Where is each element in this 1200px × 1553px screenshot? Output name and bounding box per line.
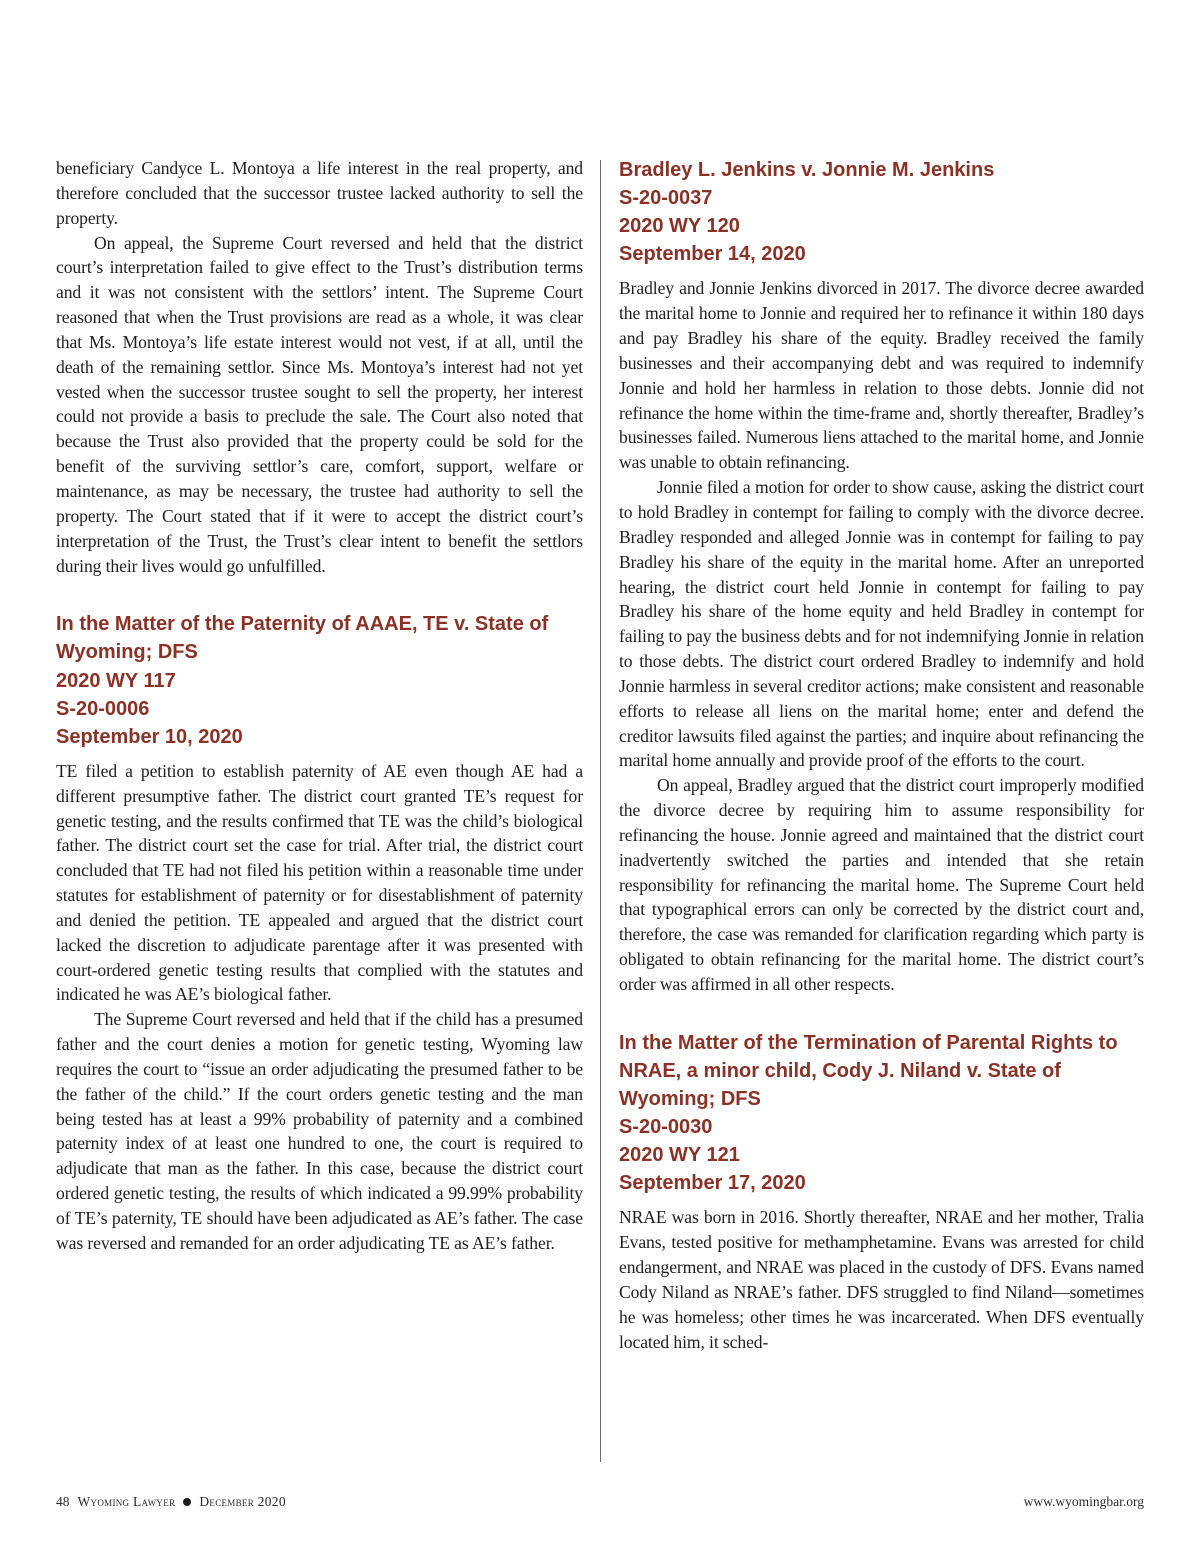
left-column [56,156,583,1256]
paragraph: beneficiary Candyce L. Montoya a life interest in the real property, and therefore concluded that the successor trustee lacked authority to sell the property. [56,158,583,228]
case-citation: 2020 WY 121 [619,1144,740,1167]
paragraph: Jonnie filed a motion for order to show cause, asking the district court to hold Bradley in contempt for failing to comply with the divorce decree. Bradley responded and alleged Jonnie was in contempt for failing to pay Bradley his share of the equity in the marital home. After an unreported hearing, the district court held Jonnie in contempt for failing to pay Bradley his share of the home equity and held Bradley in contempt for failing to pay the business debts and for not indemnifying Jonnie in relation to those debts. The district court ordered Bradley to indemnify and hold Jonnie harmless in several creditor actions; make consistent and reasonable efforts to release all liens on the marital home; enter and defend the creditor lawsuits filed against the parties; and inquire about refinancing the marital home annually and provide proof of the efforts to the court. [619,477,1144,771]
case-citation: 2020 WY 120 [619,215,740,238]
issue-date: December 2020 [199,1494,286,1509]
publication-name: Wyoming Lawyer [77,1494,176,1509]
right-column [619,156,1144,1354]
website-url: www.wyomingbar.org [1023,1494,1144,1509]
page-number: 48 [56,1494,70,1509]
case-heading [56,610,583,750]
page-footer [56,1494,286,1510]
case-date: September 17, 2020 [619,1172,806,1195]
case-docket: S-20-0037 [619,187,713,210]
column-divider [600,160,601,1462]
case-title: Bradley L. Jenkins v. Jonnie M. Jenkins [619,159,995,181]
case-docket: S-20-0030 [619,1116,713,1139]
paragraph: NRAE was born in 2016. Shortly thereafter, NRAE and her mother, Tralia Evans, tested positive for methamphetamine. Evans was arrested for child endangerment, and NRAE was placed in the custody of DFS. Evans named Cody Niland as NRAE’s father. DFS struggled to find Niland—sometimes he was homeless; other times he was incarcerated. When DFS eventually located him, it sched- [619,1207,1144,1352]
case-title: In the Matter of the Paternity of AAAE, TE v. State of Wyoming; DFS [56,613,549,664]
paragraph: The Supreme Court reversed and held that if the child has a presumed father and the court denies a motion for genetic testing, Wyoming law requires the court to “issue an order adjudicating the presumed father to be the father of the child.” If the court orders genetic testing and the man being tested has at least a 99% probability of paternity and a combined paternity index of at least one hundred to one, the court is required to adjudicate that man as the father. In this case, because the district court ordered genetic testing, the results of which indicated a 99.99% probability of TE’s paternity, TE should have been adjudicated as AE’s father. The case was reversed and remanded for an order adjudicating TE as AE’s father. [56,1009,583,1253]
paragraph: Bradley and Jonnie Jenkins divorced in 2017. The divorce decree awarded the marital home to Jonnie and required her to refinance it within 180 days and pay Bradley his share of the equity. Bradley received the family businesses and their accompanying debt and was required to indemnify Jonnie and hold her harmless in relation to those debts. Jonnie did not refinance the home within the time-frame and, shortly thereafter, Bradley’s businesses failed. Numerous liens attached to the marital home, and Jonnie was unable to obtain refinancing. [619,278,1144,473]
case-heading [619,1029,1144,1198]
bullet-icon [183,1498,191,1506]
case-date: September 10, 2020 [56,725,243,748]
case-heading [619,156,1144,268]
case-citation: 2020 WY 117 [56,669,176,692]
paragraph: TE filed a petition to establish paternity of AE even though AE had a different presumptive father. The district court granted TE’s request for genetic testing, and the results confirmed that TE was the child’s biological father. The district court set the case for trial. After trial, the district court concluded that TE had not filed his petition within a reasonable time under statutes for establishment of paternity or for disestablishment of paternity and denied the petition. TE appealed and argued that the district court lacked the discretion to adjudicate parentage after it was presented with court-ordered genetic testing results that complied with the statutes and indicated he was AE’s biological father. [56,760,583,1005]
case-title: In the Matter of the Termination of Parental Rights to NRAE, a minor child, Cody J. Niland v. State of Wyoming; DFS [619,1031,1118,1111]
case-docket: S-20-0006 [56,697,150,720]
paragraph: On appeal, Bradley argued that the district court improperly modified the divorce decree by requiring him to assume responsibility for refinancing the house. Jonnie agreed and maintained that the district court inadvertently switched the parties and intended that she retain responsibility for refinancing the marital home. The Supreme Court held that typographical errors can only be corrected by the district court and, therefore, the case was remanded for clarification regarding which party is obligated to obtain refinancing for the marital home. The district court’s order was affirmed in all other respects. [619,775,1144,994]
case-date: September 14, 2020 [619,243,806,266]
paragraph: On appeal, the Supreme Court reversed and held that the district court’s interpretation failed to give effect to the Trust’s distribution terms and it was not consistent with the settlors’ intent. The Supreme Court reasoned that when the Trust provisions are read as a whole, it was clear that Ms. Montoya’s life estate interest would not vest, if at all, until the death of the remaining settlor. Since Ms. Montoya’s interest had not yet vested when the successor trustee sought to sell the property, her interest could not provide a basis to preclude the sale. The Court also noted that because the Trust also provided that the property could be sold for the benefit of the surviving settlor’s care, comfort, support, welfare or maintenance, as may be necessary, the trustee had authority to sell the property. The Court stated that if it were to accept the district court’s interpretation of the Trust, the Trust’s clear intent to benefit the settlors during their lives would go unfulfilled. [56,232,583,576]
